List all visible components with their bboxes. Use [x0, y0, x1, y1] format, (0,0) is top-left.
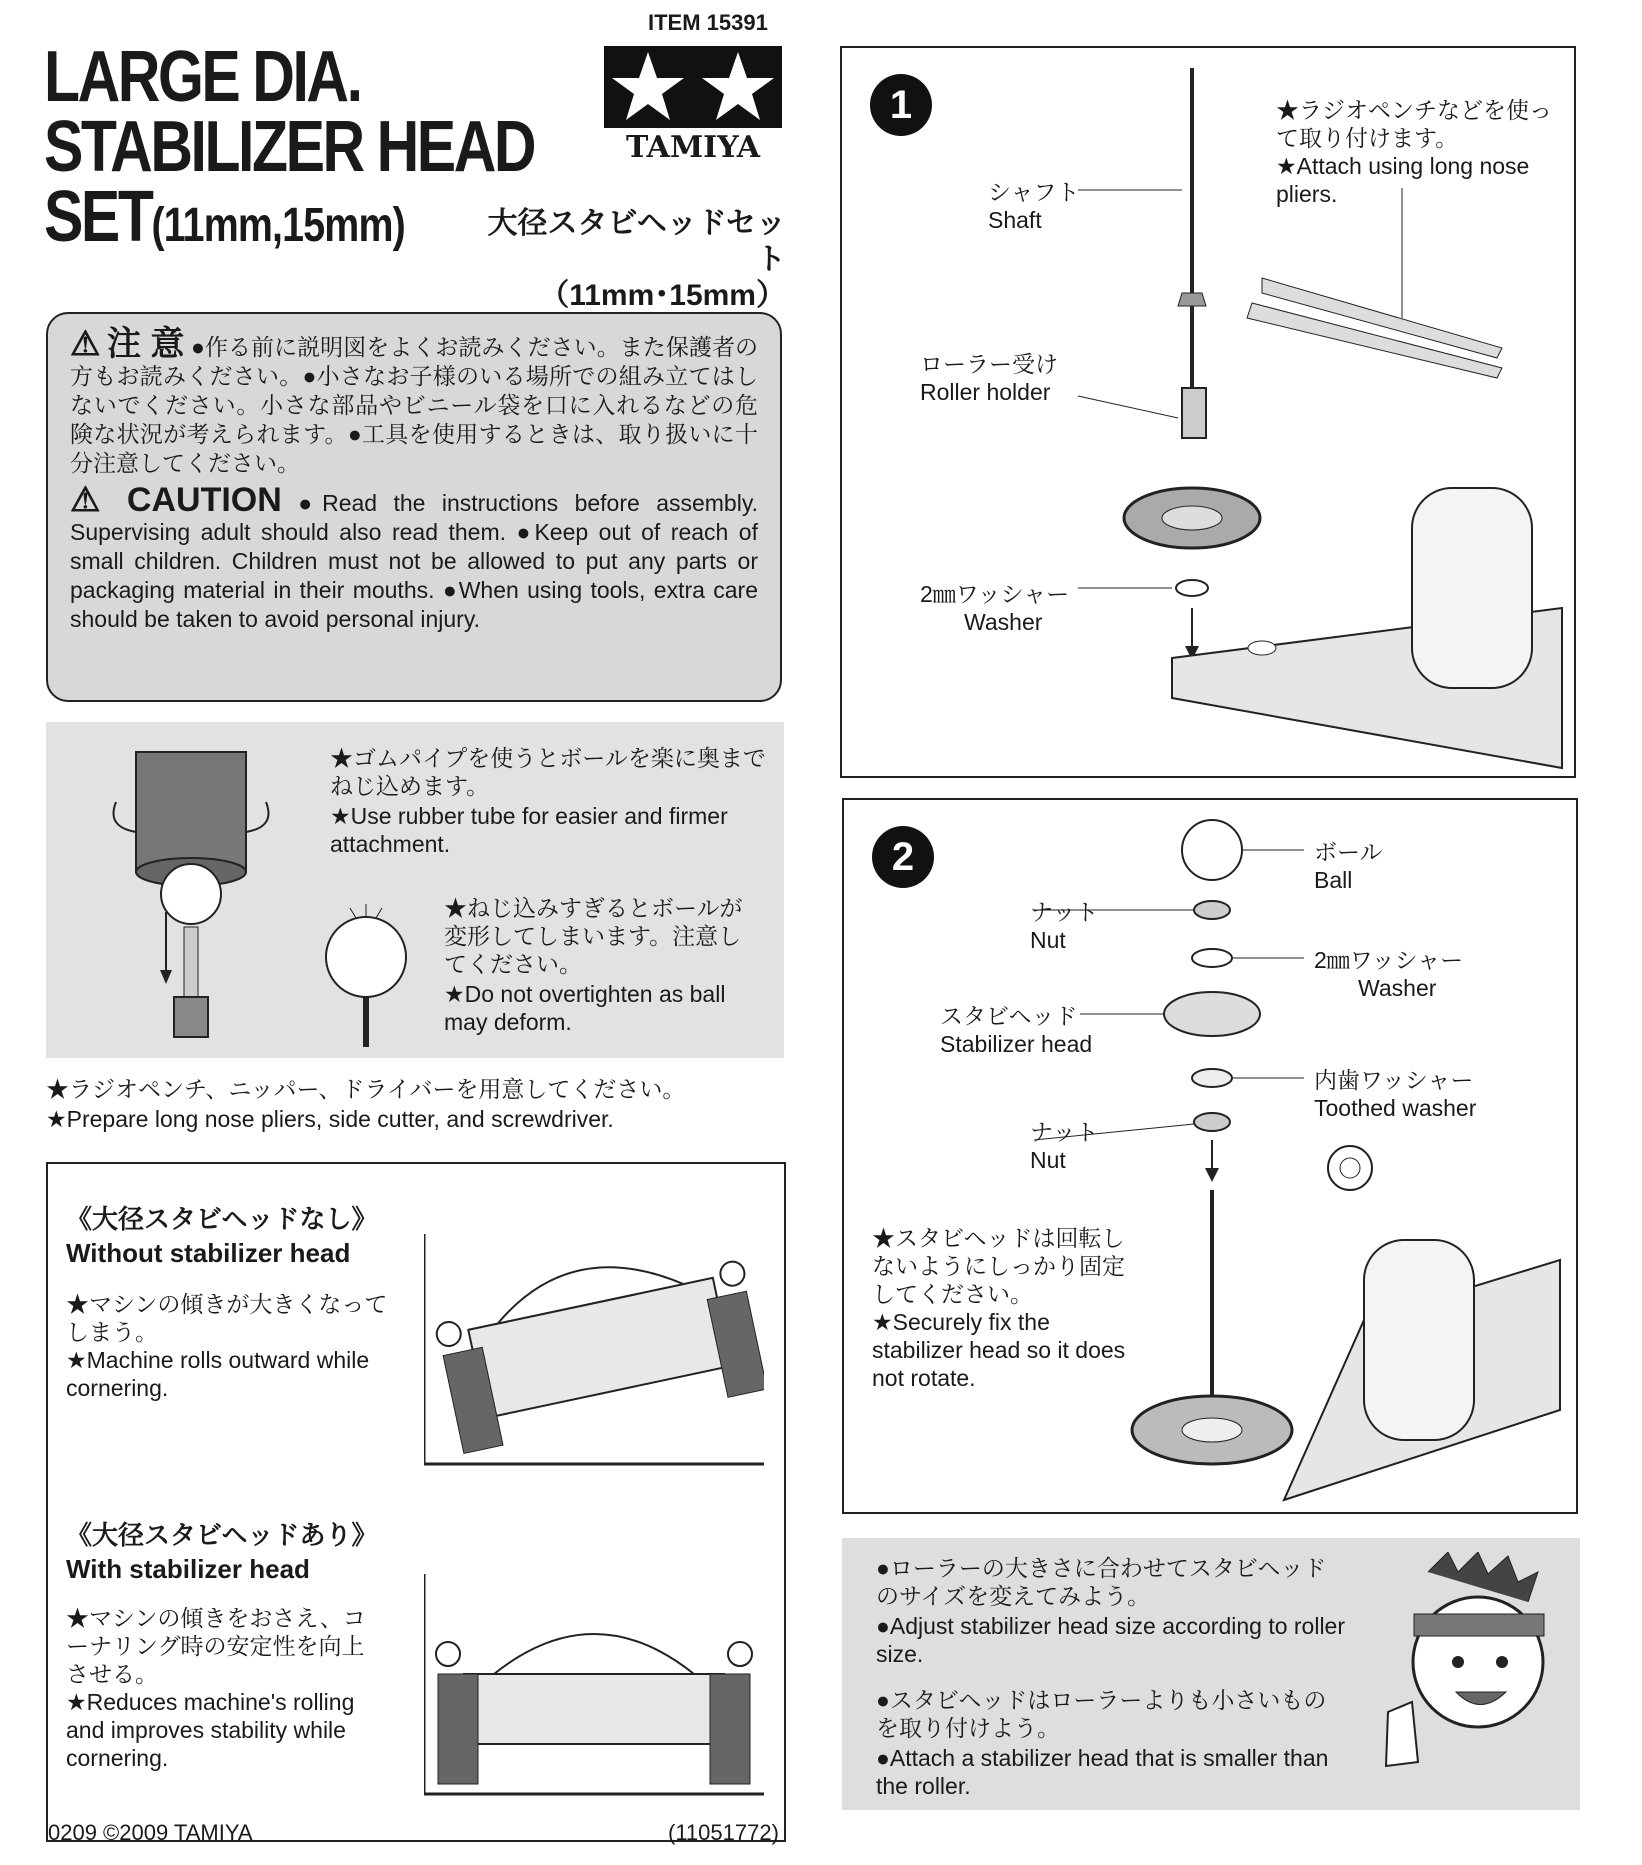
copyright: 0209 ©2009 TAMIYA	[48, 1820, 253, 1845]
caution-en-heading: CAUTION	[126, 481, 282, 519]
mascot-boy-illustration	[1368, 1552, 1568, 1802]
tools-note: ★ラジオペンチ、ニッパー、ドライバーを用意してください。 ★Prepare long nose pliers, side cutter, and screwdriver.	[46, 1076, 686, 1132]
with-note-en: ★Reduces machine's rolling and improves stability while cornering.	[66, 1689, 355, 1771]
rubber-tube-section	[46, 722, 784, 1058]
comparison-box	[46, 1162, 786, 1842]
with-heading-en: With stabilizer head	[66, 1554, 310, 1584]
with-note-jp: ★マシンの傾きをおさえ、コーナリング時の安定性を向上させる。	[66, 1605, 366, 1687]
stabilizer-head-label: スタビヘッド Stabilizer head	[940, 1003, 1093, 1057]
car-stable-illustration	[424, 1564, 764, 1804]
with-heading-jp: 《大径スタビヘッドあり》	[66, 1520, 378, 1550]
part-number: (11051772)	[668, 1820, 779, 1845]
tip-2-jp: ●スタビヘッドはローラーよりも小さいものを取り付けよう。	[876, 1687, 1327, 1741]
without-heading-jp: 《大径スタビヘッドなし》	[66, 1204, 378, 1234]
title-sizes: (11mm,15mm)	[151, 199, 405, 252]
tip-1-jp: ●ローラーの大きさに合わせてスタビヘッドのサイズを変えてみよう。	[876, 1555, 1327, 1609]
page-title	[44, 37, 535, 261]
roller-holder-label: ローラー受け Roller holder	[920, 351, 1058, 405]
washer-label: 2㎜ワッシャー Washer	[920, 581, 1070, 635]
ball-deform-illustration	[316, 902, 426, 1052]
caution-box	[46, 312, 782, 702]
step-1-box	[840, 46, 1576, 778]
car-rolling-illustration	[424, 1214, 764, 1474]
rubber-tube-illustration	[66, 732, 296, 1052]
title-line-3: SET(11mm,15mm)	[44, 177, 405, 257]
caution-jp-heading: 注 意	[106, 325, 185, 363]
shaft-label: シャフト Shaft	[988, 179, 1080, 233]
title-line-2: STABILIZER HEAD	[44, 107, 535, 187]
toothed-washer-label: 内歯ワッシャー Toothed washer	[1314, 1067, 1477, 1121]
tube-tip-en: ★Use rubber tube for easier and firmer attachment.	[330, 803, 728, 857]
without-heading-en: Without stabilizer head	[66, 1238, 351, 1268]
brand-name: TAMIYA	[626, 130, 760, 165]
fix-note: ★スタビヘッドは回転しないようにしっかり固定してください。 ★Securely fix the stabilizer head so it does not rotate.	[872, 1225, 1126, 1391]
overtighten-tip-jp: ★ねじ込みすぎるとボールが変形してしまいます。注意してください。	[444, 895, 743, 977]
caution-jp-text: ●作る前に説明図をよくお読みください。また保護者の方もお読みください。●小さなお子様のいる場所での組み立てはしないでください。小さな部品やビニール袋を口に入れるなどの危険な状況が考えられます。●工具を使用するときは、取り扱いに十分注意してください。	[70, 334, 758, 476]
ball-label: ボール Ball	[1314, 839, 1383, 893]
tube-tip-jp: ★ゴムパイプを使うとボールを楽に奥までねじ込めます。	[330, 745, 766, 799]
step-2-number: 2	[872, 826, 934, 888]
step-1-number: 1	[870, 74, 932, 136]
item-number: ITEM 15391	[648, 10, 768, 35]
nut-label-2: ナット Nut	[1030, 1119, 1099, 1173]
tips-section	[842, 1538, 1580, 1810]
warning-triangle-icon: ⚠	[70, 481, 111, 519]
washer-label-2: 2㎜ワッシャー Washer	[1314, 947, 1464, 1001]
title-line-1: LARGE DIA.	[44, 37, 361, 117]
step-2-illustration	[844, 800, 1580, 1516]
tip-1-en: ●Adjust stabilizer head size according to roller size.	[876, 1613, 1346, 1667]
warning-triangle-icon: ⚠	[70, 325, 101, 363]
caution-en-text: ●Read the instructions before assembly. Supervising adult should also read them. ●Keep out of reach of small children. Children must not be allowed to put any parts or packaging material in their mouths. ●When using tools, extra care should be taken to avoid personal injury.	[70, 490, 759, 632]
without-note-jp: ★マシンの傾きが大きくなってしまう。	[66, 1291, 388, 1345]
pliers-note: ★ラジオペンチなどを使って取り付けます。 ★Attach using long nose pliers.	[1276, 97, 1552, 207]
tamiya-logo	[604, 46, 782, 166]
step-2-box	[842, 798, 1578, 1514]
jp-title: 大径スタビヘッドセット （11mm･15mm）	[487, 207, 786, 312]
without-note-en: ★Machine rolls outward while cornering.	[66, 1347, 370, 1401]
overtighten-tip-en: ★Do not overtighten as ball may deform.	[444, 981, 726, 1035]
nut-label: ナット Nut	[1030, 899, 1099, 953]
tip-2-en: ●Attach a stabilizer head that is smaller than the roller.	[876, 1745, 1329, 1799]
